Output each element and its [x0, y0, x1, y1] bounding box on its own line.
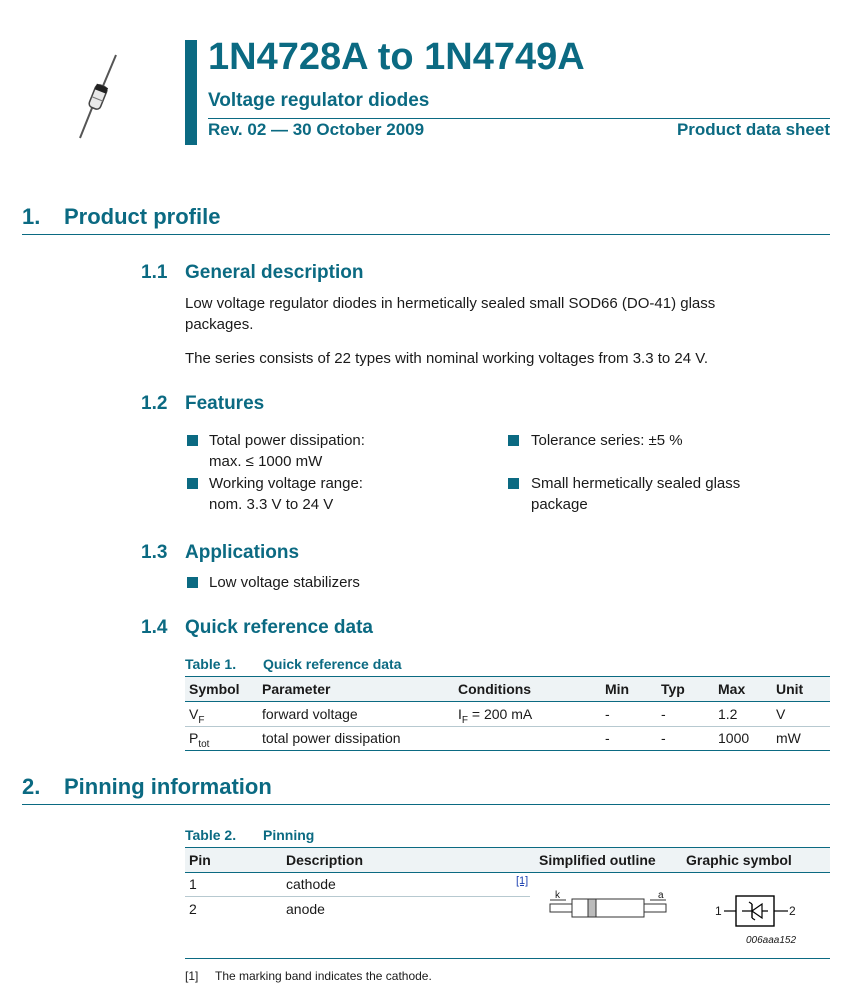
footnote-number: [1] [185, 969, 199, 983]
col-header-pin: Pin [189, 852, 211, 868]
section-1-1-heading [141, 262, 363, 284]
table-1-bottom-rule [185, 750, 830, 751]
feature-line: Total power dissipation: [209, 432, 365, 449]
table-label: Table 2. [185, 827, 237, 843]
application-item: Low voltage stabilizers [209, 574, 360, 591]
table-2-header-rule [185, 872, 830, 873]
table-caption-text: Quick reference data [263, 656, 402, 672]
header-accent-bar [185, 40, 197, 145]
col-header-parameter: Parameter [262, 681, 331, 697]
table-2-caption [185, 827, 314, 843]
section-1-rule [22, 234, 830, 235]
section-2-rule [22, 804, 830, 805]
table-1-caption [185, 656, 402, 672]
section-title: Quick reference data [185, 617, 373, 638]
col-header-conditions: Conditions [458, 681, 532, 697]
cell-pin: 2 [189, 901, 197, 917]
symbol-code: 006aaa152 [746, 935, 797, 946]
section-title: Product profile [64, 204, 221, 229]
table-1-row-rule [185, 726, 830, 727]
col-header-typ: Typ [661, 681, 685, 697]
document-type: Product data sheet [676, 120, 830, 139]
feature-line: max. ≤ 1000 mW [209, 453, 323, 470]
feature-line: Small hermetically sealed glass [531, 475, 741, 492]
section-1-2-heading [141, 393, 264, 415]
col-header-min: Min [605, 681, 630, 697]
outline-label-a: a [658, 890, 664, 901]
section-2-heading [22, 774, 272, 800]
cell-min: - [605, 730, 610, 746]
feature-line: nom. 3.3 V to 24 V [209, 496, 334, 513]
section-1-3-heading [141, 542, 299, 564]
cell-pin: 1 [189, 876, 197, 892]
section-1-heading [22, 204, 220, 230]
cell-symbol [189, 730, 209, 750]
footnote-text: The marking band indicates the cathode. [215, 969, 432, 983]
cell-description: anode [286, 901, 325, 917]
feature-item [209, 430, 365, 472]
paragraph-line: Low voltage regulator diodes in hermetically sealed small SOD66 (DO-41) glass [185, 295, 716, 312]
section-number: 1.2 [141, 393, 168, 414]
header-rule [208, 118, 830, 119]
section-title: Features [185, 393, 265, 414]
simplified-outline-drawing [548, 890, 672, 926]
cell-min: - [605, 706, 610, 722]
table-2-row-rule [185, 896, 530, 897]
symbol-main: V [189, 706, 199, 722]
bullet-icon [187, 478, 198, 489]
paragraph-line: packages. [185, 316, 254, 333]
feature-item [209, 473, 363, 515]
feature-item: Tolerance series: ±5 % [531, 432, 683, 449]
general-description-paragraph [185, 293, 805, 335]
cond-rest: = 200 mA [468, 706, 533, 722]
cell-unit: V [776, 706, 786, 722]
symbol-sub: tot [198, 738, 210, 750]
cell-typ: - [661, 730, 666, 746]
table-2-bottom-rule [185, 958, 830, 959]
bullet-icon [187, 435, 198, 446]
feature-line: Working voltage range: [209, 475, 363, 492]
series-paragraph: The series consists of 22 types with nominal working voltages from 3.3 to 24 V. [185, 350, 709, 367]
section-number: 1.4 [141, 617, 168, 638]
diode-product-image [70, 50, 130, 145]
document-subtitle: Voltage regulator diodes [208, 90, 430, 111]
col-header-outline: Simplified outline [539, 852, 656, 868]
zener-diode-symbol-icon [724, 893, 788, 929]
bullet-icon [187, 577, 198, 588]
cell-typ: - [661, 706, 666, 722]
bullet-icon [508, 435, 519, 446]
footnote-link[interactable]: [1] [516, 875, 529, 887]
cond-sub: F [461, 714, 468, 726]
section-title: Applications [185, 542, 300, 563]
cell-conditions [458, 706, 532, 726]
cell-unit: mW [776, 730, 801, 746]
cell-max: 1.2 [718, 706, 738, 722]
section-number: 1.3 [141, 542, 168, 563]
section-number: 1.1 [141, 262, 168, 283]
cell-parameter: forward voltage [262, 706, 358, 722]
table-1-header-rule [185, 701, 830, 702]
table-label: Table 1. [185, 656, 237, 672]
symbol-pin-2: 2 [789, 904, 796, 918]
section-title: Pinning information [64, 774, 272, 799]
feature-item [531, 473, 740, 515]
cell-parameter: total power dissipation [262, 730, 401, 746]
section-number: 1. [22, 204, 41, 229]
section-title: General description [185, 262, 364, 283]
col-header-max: Max [718, 681, 746, 697]
footnote [185, 969, 432, 983]
col-header-graphic-symbol: Graphic symbol [686, 852, 792, 868]
revision-info: Rev. 02 — 30 October 2009 [208, 120, 425, 139]
outline-label-k: k [555, 890, 560, 901]
bullet-icon [508, 478, 519, 489]
col-header-description: Description [286, 852, 364, 868]
symbol-main: P [189, 730, 199, 746]
table-caption-text: Pinning [263, 827, 315, 843]
document-title: 1N4728A to 1N4749A [208, 36, 585, 78]
symbol-sub: F [198, 714, 205, 726]
col-header-symbol: Symbol [189, 681, 240, 697]
cell-max: 1000 [718, 730, 750, 746]
section-1-4-heading [141, 617, 373, 639]
cond-main: I [458, 706, 462, 722]
cell-description: cathode [286, 876, 336, 892]
feature-line: package [531, 496, 588, 513]
col-header-unit: Unit [776, 681, 804, 697]
section-number: 2. [22, 774, 41, 799]
symbol-pin-1: 1 [715, 904, 722, 918]
cell-symbol [189, 706, 204, 726]
